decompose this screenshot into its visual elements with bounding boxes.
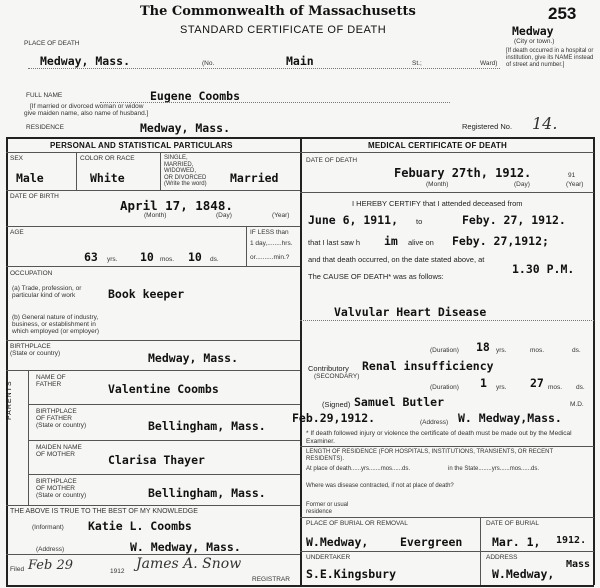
informant-caption: (Informant) — [32, 524, 64, 531]
former-residence-label: Former or usual residence — [306, 502, 349, 515]
row-rule-7 — [28, 440, 300, 441]
burial-year: 1912. — [556, 535, 587, 546]
cause-underline — [300, 320, 594, 321]
marital-label-4: OR DIVORCED — [164, 174, 207, 181]
signed-date: Feb.29,1912. — [292, 411, 376, 425]
row-rule-5 — [6, 370, 300, 371]
mother-label-2: OF MOTHER — [36, 451, 75, 458]
cause-ds-caption: ds. — [572, 347, 581, 354]
burial-place-label: PLACE OF BURIAL OR REMOVAL — [306, 520, 408, 527]
place-of-death-label: PLACE OF DEATH — [24, 40, 80, 47]
town-note: [If death occurred in a hospital or institution, give its NAME instead of street and number.] — [506, 48, 594, 68]
medical-section-title: MEDICAL CERTIFICATE OF DEATH — [368, 141, 507, 150]
r-rule-4 — [300, 551, 594, 552]
contributory-cause: Renal insufficiency — [362, 359, 494, 373]
cause-text: The CAUSE OF DEATH* was as follows: — [308, 272, 444, 281]
personal-section-title: PERSONAL AND STATISTICAL PARTICULARS — [50, 141, 233, 150]
less-than-line-1: IF LESS than — [250, 229, 289, 236]
age-years: 63 — [84, 250, 98, 264]
filed-date: Feb 29 — [28, 558, 73, 573]
place-underline — [28, 68, 500, 69]
last-saw-prefix: that I last saw h — [308, 238, 361, 247]
occupation-b-line-2: business, or establishment in — [12, 321, 96, 328]
certificate-stamp-number: 253 — [548, 4, 577, 23]
informant-address-caption: (Address) — [36, 546, 65, 553]
mother-bp-label-2: OF MOTHER — [36, 485, 75, 492]
sex-value: Male — [16, 171, 44, 185]
md-caption: M.D. — [570, 401, 584, 408]
bottom-rule — [6, 585, 594, 587]
date-of-death-label: DATE OF DEATH — [306, 157, 358, 164]
birthplace-value: Medway, Mass. — [148, 351, 239, 365]
full-name-note-1: [If married or divorced woman or widow — [30, 103, 144, 110]
secondary-caption: (SECONDARY) — [314, 373, 360, 380]
registered-label: Registered No. — [462, 122, 513, 131]
parents-divider — [28, 370, 29, 505]
in-state-label: in the State........yrs......mos......ds. — [448, 466, 540, 472]
father-bp-label-3: (State or country) — [36, 422, 87, 429]
color-divider — [160, 152, 161, 190]
burial-date: Mar. 1, — [492, 535, 541, 549]
residence-label: RESIDENCE — [26, 124, 64, 131]
burial-place: W.Medway, — [306, 535, 369, 549]
cause-mos-caption: mos. — [530, 347, 545, 354]
date-of-death-year-suffix: 91 — [568, 172, 576, 179]
filed-year: 1912 — [110, 568, 125, 575]
full-name-note-2: give maiden name, also name of husband.] — [24, 110, 149, 117]
time-of-death: 1.30 P.M. — [512, 262, 575, 276]
occupation-b-line-1: (b) General nature of industry, — [12, 314, 99, 321]
primary-cause: Valvular Heart Disease — [334, 305, 487, 319]
marital-label-1: SINGLE, — [164, 155, 188, 161]
dob-month-caption: (Month) — [144, 212, 167, 219]
date-of-death-value: Febuary 27th, 1912. — [394, 166, 532, 180]
cause-duration-years: 18 — [476, 340, 490, 354]
physician-address: W. Medway,Mass. — [458, 411, 562, 425]
row-rule-9 — [6, 505, 300, 506]
town-value: Medway — [512, 24, 554, 38]
marital-labels — [164, 155, 207, 188]
age-months: 10 — [140, 250, 154, 264]
row-rule-1 — [6, 190, 300, 191]
left-border — [6, 137, 8, 585]
age-label: AGE — [10, 229, 24, 236]
occupation-b-line-3: which employed (or employer) — [12, 328, 100, 335]
color-label: COLOR OR RACE — [80, 155, 135, 162]
cause-duration-caption: (Duration) — [430, 347, 459, 354]
marital-label-3: WIDOWED, — [164, 168, 196, 174]
dob-value: April 17, 1848. — [120, 198, 233, 213]
r-rule-3 — [300, 517, 594, 518]
dob-label: DATE OF BIRTH — [10, 193, 59, 200]
marital-value: Married — [230, 171, 279, 185]
undertaker-label: UNDERTAKER — [306, 554, 351, 561]
place-of-death-town: Medway, Mass. — [40, 54, 131, 68]
father-bp-label-2: OF FATHER — [36, 415, 72, 422]
birthplace-caption: (State or country) — [10, 350, 61, 357]
where-contracted-label: Where was disease contracted, if not at place of death? — [306, 483, 454, 489]
undertaker-name: S.E.Kingsbury — [306, 567, 397, 581]
section-title-rule — [6, 152, 594, 153]
undertaker-address-label: ADDRESS — [486, 554, 518, 561]
contrib-duration-mos: 27 — [530, 376, 544, 390]
row-rule-3 — [6, 266, 300, 267]
mother-bp-label-3: (State or country) — [36, 492, 87, 499]
father-label-1: NAME OF — [36, 374, 66, 381]
occupation-value: Book keeper — [108, 287, 185, 301]
full-name-value: Eugene Coombs — [150, 89, 241, 103]
dod-day-caption: (Day) — [514, 181, 530, 188]
registrar-label: REGISTRAR — [252, 576, 290, 583]
birthplace-label: BIRTHPLACE — [10, 343, 51, 350]
contrib-duration-years: 1 — [480, 376, 487, 390]
cause-yrs-caption: yrs. — [496, 347, 507, 354]
sex-label: SEX — [10, 155, 24, 162]
row-rule-10 — [6, 554, 300, 555]
burial-cemetery: Evergreen — [400, 535, 463, 549]
less-than-line-3: or..........min.? — [250, 254, 290, 261]
occupation-label: OCCUPATION — [10, 270, 53, 277]
row-rule-4 — [6, 340, 300, 341]
age-days: 10 — [188, 250, 202, 264]
length-of-residence-label: LENGTH OF RESIDENCE (FOR HOSPITALS, INSTITUTIONS, TRANSIENTS, OR RECENT RESIDENTS). — [306, 449, 554, 462]
age-yrs-caption: yrs. — [107, 256, 118, 263]
row-rule-8 — [28, 474, 300, 475]
dob-day-caption: (Day) — [216, 212, 232, 219]
mother-birthplace: Bellingham, Mass. — [148, 486, 266, 500]
mother-name: Clarisa Thayer — [108, 453, 205, 467]
death-occurred-text: and that death occurred, on the date stated above, at — [308, 255, 485, 264]
undertaker-address: W.Medway, — [492, 567, 555, 581]
registered-number: 14. — [532, 114, 558, 133]
signed-label: (Signed) — [322, 400, 351, 409]
occupation-a-line-2: particular kind of work — [12, 292, 76, 299]
color-value: White — [90, 171, 125, 185]
place-of-death-street: Main — [286, 54, 314, 68]
age-mos-caption: mos. — [160, 256, 175, 263]
contrib-mos-caption: mos. — [548, 384, 563, 391]
undertaker-address-state: Mass — [566, 559, 591, 570]
less-than-divider — [246, 226, 247, 266]
occupation-a-line-1: (a) Trade, profession, or — [12, 285, 82, 292]
place-st-caption: St.; — [412, 60, 422, 67]
attended-to-word: to — [416, 217, 423, 226]
full-name-label: FULL NAME — [26, 92, 63, 99]
contrib-ds-caption: ds. — [576, 384, 585, 391]
alive-on: alive on — [408, 238, 434, 247]
registrar-signature: James A. Snow — [136, 556, 242, 572]
attended-to: Feby. 27, 1912. — [462, 213, 566, 227]
contributory-label: Contributory — [308, 364, 349, 373]
certify-text: I HEREBY CERTIFY that I attended deceased from — [352, 199, 523, 208]
name-underline — [100, 102, 450, 103]
r-rule-2 — [300, 446, 594, 447]
certificate-subtitle: STANDARD CERTIFICATE OF DEATH — [180, 24, 387, 36]
mother-label-1: MAIDEN NAME — [36, 444, 82, 451]
dod-month-caption: (Month) — [426, 181, 449, 188]
physician-signature: Samuel Butler — [354, 395, 445, 409]
marital-label-2: MARRIED, — [164, 161, 194, 168]
place-no-caption: (No. — [202, 60, 215, 67]
parents-label: PARENTS — [6, 380, 13, 420]
father-label-2: FATHER — [36, 381, 62, 388]
last-saw-pronoun: im — [384, 234, 398, 248]
filed-label: Filed — [10, 566, 25, 573]
attended-from: June 6, 1911, — [308, 213, 399, 227]
r-rule-1 — [300, 192, 594, 193]
dod-year-caption: (Year) — [566, 181, 584, 188]
contrib-duration-caption: (Duration) — [430, 384, 459, 391]
father-birthplace: Bellingham, Mass. — [148, 419, 266, 433]
less-than-line-2: 1 day,........hrs. — [250, 240, 293, 247]
row-rule-2 — [6, 226, 300, 227]
residence-value: Medway, Mass. — [140, 121, 231, 135]
contrib-yrs-caption: yrs. — [496, 384, 507, 391]
informant-label: THE ABOVE IS TRUE TO THE BEST OF MY KNOWLEDGE — [10, 508, 198, 515]
last-saw-date: Feby. 27,1912; — [452, 234, 549, 248]
burial-date-label: DATE OF BURIAL — [486, 520, 539, 527]
at-place-label: At place of death......yrs.......mos......ds. — [306, 466, 411, 472]
dob-year-caption: (Year) — [272, 212, 290, 219]
marital-label-5: (Write the word) — [164, 181, 207, 187]
mother-bp-label-1: BIRTHPLACE — [36, 478, 77, 485]
sex-divider — [76, 152, 77, 190]
place-ward-caption: Ward) — [480, 60, 498, 67]
medical-footnote: * If death followed injury or violence the certificate of death must be made out by the Medical Examiner. — [306, 430, 572, 445]
page-title: The Commonwealth of Massachusetts — [140, 4, 416, 19]
row-rule-6 — [28, 404, 300, 405]
physician-address-caption: (Address) — [420, 419, 449, 426]
father-name: Valentine Coombs — [108, 382, 219, 396]
age-ds-caption: ds. — [210, 256, 219, 263]
town-caption: (City or town.) — [514, 38, 555, 45]
informant-address: W. Medway, Mass. — [130, 540, 241, 554]
father-bp-label-1: BIRTHPLACE — [36, 408, 77, 415]
informant-name: Katie L. Coombs — [88, 519, 192, 533]
